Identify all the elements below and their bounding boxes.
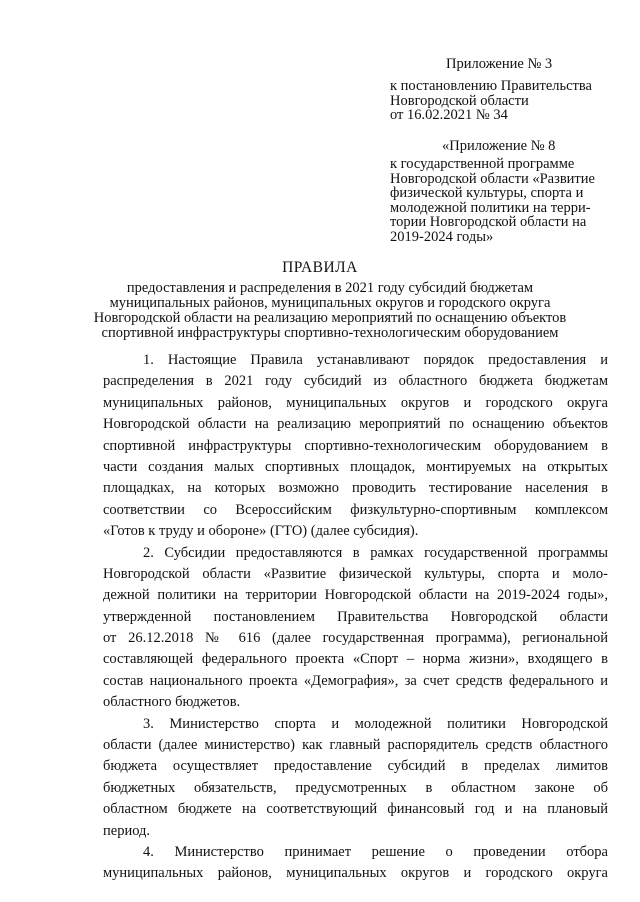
appendix-3-title: Приложение № 3 [446, 56, 553, 72]
paragraph-1-line: муниципальных районов, муниципальных округов и городского округа [103, 394, 608, 411]
paragraph-2-line: областного бюджетов. [103, 694, 241, 711]
paragraph-3-line: областном бюджете на соответствующий финансовый год и на плановый [103, 801, 608, 818]
appendix-8-line: молодежной политики на терри- [390, 199, 591, 216]
appendix-8-line: тории Новгородской области на [390, 214, 587, 230]
paragraph-3-line: бюджета осуществляет предоставление субсидий в пределах лимитов [103, 758, 608, 775]
paragraph-1-line: спортивной инфраструктуры спортивно-технологическим оборудованием в [103, 437, 608, 454]
paragraph-4-line: муниципальных районов, муниципальных округов и городского округа [103, 865, 608, 882]
paragraph-3-line: 3. Министерство спорта и молодежной политики Новгородской [143, 715, 608, 732]
document-body [103, 350, 608, 885]
paragraph-2-line: составляющей федерального проекта «Спорт – норма жизни», входящего в [103, 651, 608, 668]
appendix-8-line: к государственной программе [390, 156, 575, 172]
appendix-8-title: «Приложение № 8 [442, 138, 556, 154]
appendix-8-line: Новгородской области «Развитие [390, 170, 595, 187]
paragraph-2-line: дежной политики на территории Новгородской области на 2019-2024 годы», [103, 587, 608, 604]
paragraph-3-line: бюджетных обязательств, предусмотренных в областном законе об [103, 779, 608, 796]
appendix-8-line: 2019-2024 годы» [390, 228, 494, 245]
appendix-8-reference [390, 157, 630, 244]
paragraph-1-line: 1. Настоящие Правила устанавливают порядок предоставления и [143, 352, 608, 368]
paragraph-1-line: распределения в 2021 году субсидий из областного бюджета бюджетам [103, 373, 608, 390]
paragraph-1-line: части создания малых спортивных площадок, монтируемых на открытых [103, 458, 608, 475]
paragraph-2-line: 2. Субсидии предоставляются в рамках государственной программы [143, 544, 608, 561]
paragraph-2-line: от 26.12.2018 № 616 (далее государственная программа), региональной [103, 630, 608, 647]
paragraph-3-line: период. [103, 822, 151, 839]
document-title: ПРАВИЛА [282, 259, 358, 276]
paragraph-2-line: состав национального проекта «Демография», за счет средств федерального и [103, 672, 608, 689]
appendix-3-line: к постановлению Правительства [390, 78, 592, 94]
subtitle-line: спортивной инфраструктуры спортивно-технологическим оборудованием [101, 325, 559, 341]
paragraph-1-line: «Готов к труду и обороне» (ГТО) (далее субсидия). [103, 523, 419, 540]
paragraph-1-line: Новгородской области на реализацию мероприятий по оснащению объектов [103, 416, 608, 433]
subtitle-line: предоставления и распределения в 2021 году субсидий бюджетам [126, 280, 534, 296]
paragraph-1-line: соответствии со Всероссийским физкультурно-спортивным комплексом [103, 501, 608, 518]
document-subtitle [60, 281, 600, 341]
paragraph-2-line: утвержденной постановлением Правительства Новгородской области [103, 608, 608, 625]
appendix-3-line: Новгородской области [390, 92, 529, 109]
subtitle-line: Новгородской области на реализацию мероприятий по оснащению объектов [93, 310, 567, 326]
appendix-3-reference [390, 79, 620, 123]
paragraph-2-line: Новгородской области «Развитие физической культуры, спорта и моло- [103, 565, 608, 582]
subtitle-line: муниципальных районов, муниципальных округов и городского округа [109, 295, 551, 311]
appendix-3-line: от 16.02.2021 № 34 [390, 107, 508, 123]
paragraph-3-line: области (далее министерство) как главный распорядитель средств областного [103, 737, 608, 754]
paragraph-4-line: 4. Министерство принимает решение о проведении отбора [143, 843, 608, 860]
appendix-8-line: физической культуры, спорта и [390, 185, 584, 201]
paragraph-1-line: площадках, на которых возможно проводить тестирование населения в [103, 480, 608, 497]
